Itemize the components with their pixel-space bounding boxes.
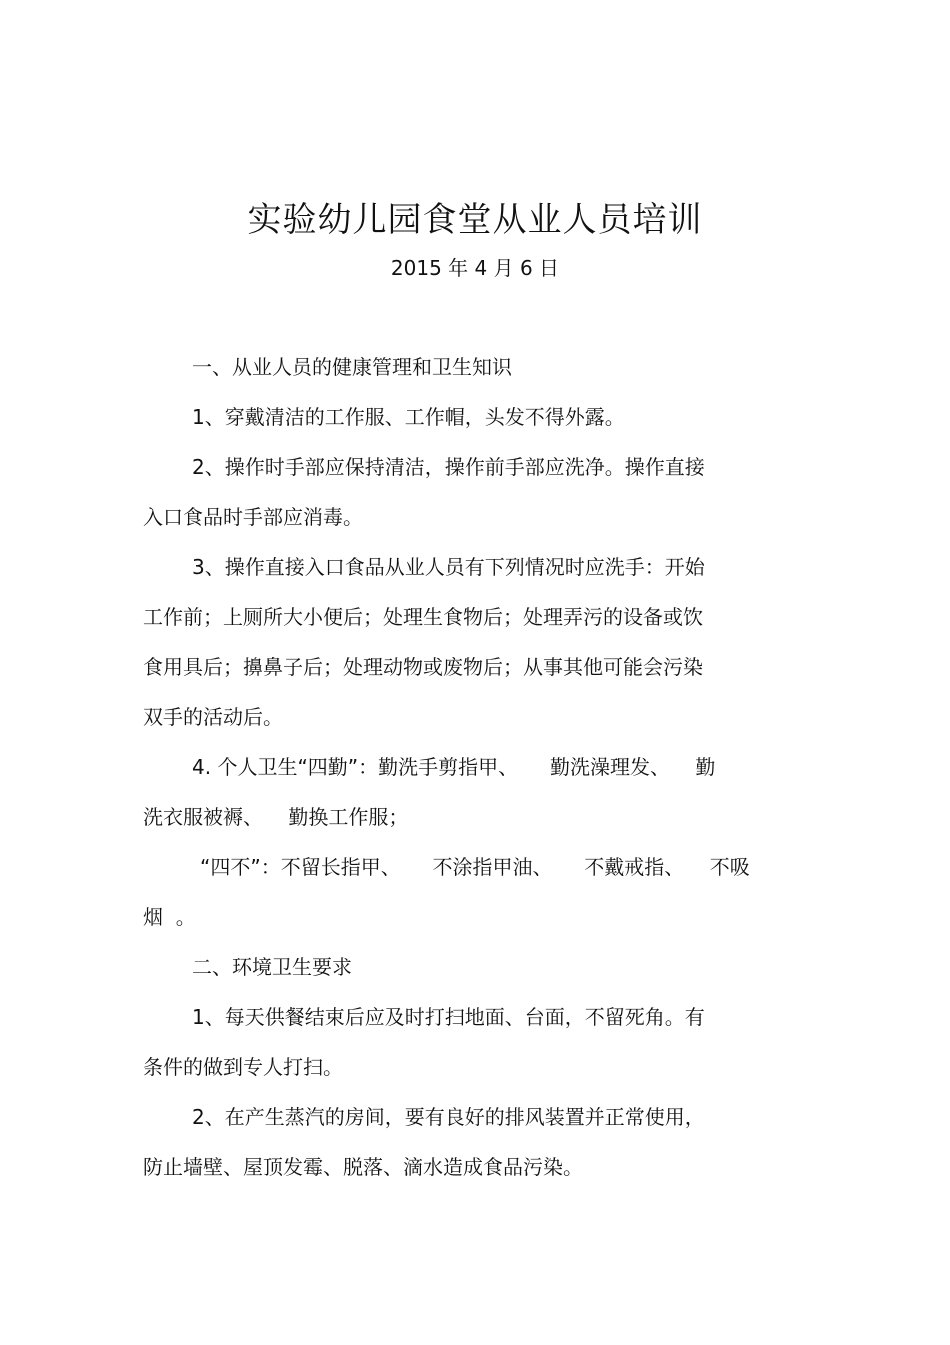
paragraph-line: 烟 。	[143, 905, 196, 929]
paragraph-line: 1、每天供餐结束后应及时打扫地面、台面，不留死角。有	[192, 1005, 705, 1029]
paragraph-line: 防止墙壁、屋顶发霉、脱落、滴水造成食品污染。	[143, 1155, 583, 1179]
section-heading-health: 一、从业人员的健康管理和卫生知识	[192, 355, 512, 379]
document-title: 实验幼儿园食堂从业人员培训	[247, 200, 703, 240]
paragraph-line: 工作前；上厕所大小便后；处理生食物后；处理弄污的设备或饮	[143, 605, 703, 629]
section-heading-environment: 二、环境卫生要求	[192, 955, 352, 979]
paragraph-line: 入口食品时手部应消毒。	[143, 505, 363, 529]
paragraph-line: 双手的活动后。	[143, 705, 283, 729]
paragraph-line: 条件的做到专人打扫。	[143, 1055, 343, 1079]
paragraph-line: 3、操作直接入口食品从业人员有下列情况时应洗手：开始	[192, 555, 705, 579]
document-date: 2015 年 4 月 6 日	[390, 256, 560, 280]
paragraph-line: “四不”：不留长指甲、 不涂指甲油、 不戴戒指、 不吸	[200, 855, 750, 879]
paragraph-line: 2、操作时手部应保持清洁，操作前手部应洗净。操作直接	[192, 455, 705, 479]
paragraph-line: 1、穿戴清洁的工作服、工作帽，头发不得外露。	[192, 405, 625, 429]
paragraph-line: 2、在产生蒸汽的房间，要有良好的排风装置并正常使用，	[192, 1105, 705, 1129]
paragraph-line: 食用具后；擤鼻子后；处理动物或废物后；从事其他可能会污染	[143, 655, 703, 679]
paragraph-line: 4. 个人卫生“四勤”：勤洗手剪指甲、 勤洗澡理发、 勤	[192, 755, 716, 779]
paragraph-line: 洗衣服被褥、 勤换工作服；	[143, 805, 409, 829]
